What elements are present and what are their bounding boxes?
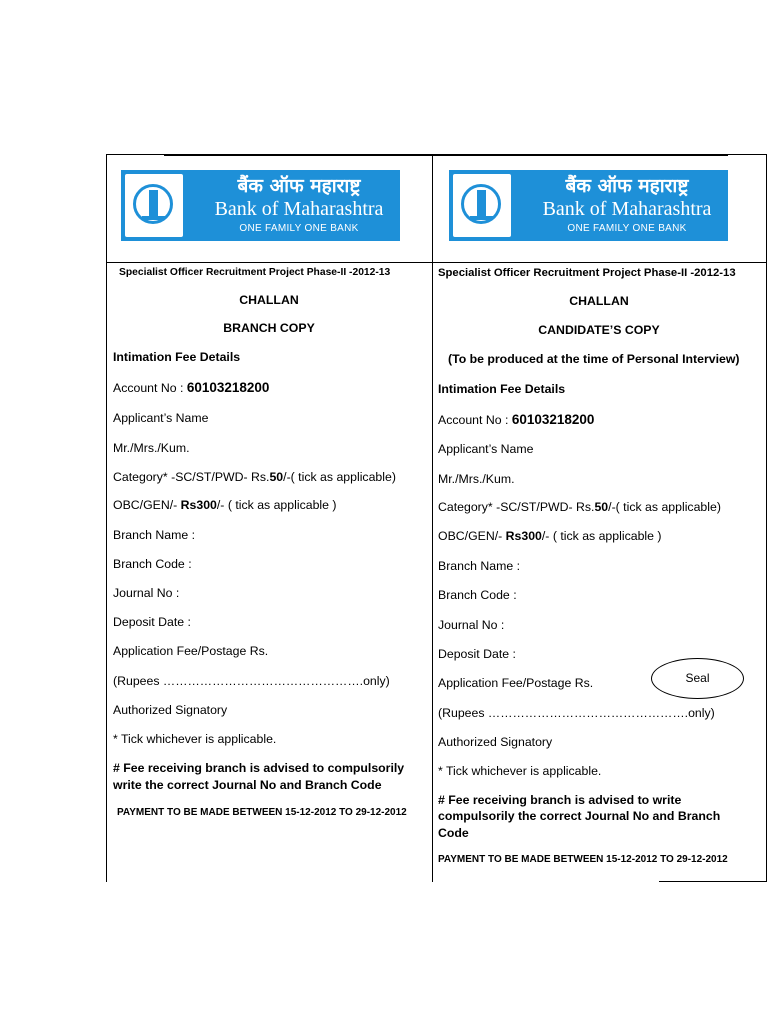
challan-title: CHALLAN [239,293,299,307]
account-number: Account No : 60103218200 [113,380,270,395]
rupees-field: (Rupees ………………………………………….only) [438,706,715,720]
branch-code-field: Branch Code : [438,588,517,602]
challan-title: CHALLAN [569,294,629,308]
bank-name-english: Bank of Maharashtra [214,198,384,220]
category-line: Category* -SC/ST/PWD- Rs.50/-( tick as applicable) [438,500,721,514]
header-divider [106,262,767,263]
advice-line-3: Code [438,826,469,840]
bank-tagline: ONE FAMILY ONE BANK [239,223,359,234]
category-line: Category* -SC/ST/PWD- Rs.50/-( tick as applicable) [113,470,396,484]
section-heading: Intimation Fee Details [438,382,566,396]
authorized-signatory: Authorized Signatory [113,703,228,717]
applicant-name-field: Applicant’s Name [113,411,209,425]
section-heading: Intimation Fee Details [113,350,241,364]
salutation-field: Mr./Mrs./Kum. [113,441,190,455]
applicant-name-field: Applicant’s Name [438,442,534,456]
left-border [106,154,107,882]
branch-name-field: Branch Name : [113,528,196,542]
advice-line-1: # Fee receiving branch is advised to compulsorily [113,761,405,775]
advice-line-2: write the correct Journal No and Branch Code [113,778,382,792]
bank-logo [121,170,400,241]
application-fee-field: Application Fee/Postage Rs. [438,676,594,690]
bank-logo [449,170,728,241]
payment-dates: PAYMENT TO BE MADE BETWEEN 15-12-2012 TO 29-12-2012 [117,807,407,818]
account-number: Account No : 60103218200 [438,412,595,427]
center-divider [432,154,433,882]
obc-gen-line: OBC/GEN/- Rs300/- ( tick as applicable ) [113,498,337,512]
payment-dates: PAYMENT TO BE MADE BETWEEN 15-12-2012 TO 29-12-2012 [438,854,728,865]
bank-emblem-icon [125,174,183,237]
copy-type: CANDIDATE’S COPY [538,323,660,337]
bank-name-english: Bank of Maharashtra [542,198,712,220]
branch-code-field: Branch Code : [113,557,192,571]
challan-form [106,154,767,882]
seal-stamp: Seal [651,658,744,699]
tick-note: * Tick whichever is applicable. [438,764,602,778]
bank-name-hindi: बैंक ऑफ महाराष्ट्र [565,175,689,197]
project-title: Specialist Officer Recruitment Project Phase-II -2012-13 [438,267,736,279]
salutation-field: Mr./Mrs./Kum. [438,472,515,486]
copy-type: BRANCH COPY [223,321,315,335]
top-border-right [728,154,767,155]
journal-no-field: Journal No : [113,586,180,600]
journal-no-field: Journal No : [438,618,505,632]
advice-line-2: compulsorily the correct Journal No and Branch [438,809,721,823]
obc-gen-line: OBC/GEN/- Rs300/- ( tick as applicable ) [438,529,662,543]
authorized-signatory: Authorized Signatory [438,735,553,749]
project-title: Specialist Officer Recruitment Project Phase-II -2012-13 [119,267,391,278]
rupees-field: (Rupees ………………………………………….only) [113,674,390,688]
bottom-border-right [659,881,767,882]
advice-line-1: # Fee receiving branch is advised to write [438,793,682,807]
bank-tagline: ONE FAMILY ONE BANK [567,223,687,234]
bank-emblem-icon [453,174,511,237]
deposit-date-field: Deposit Date : [113,615,191,629]
bank-name-hindi: बैंक ऑफ महाराष्ट्र [237,175,361,197]
deposit-date-field: Deposit Date : [438,647,516,661]
tick-note: * Tick whichever is applicable. [113,732,277,746]
top-border-left [106,154,164,155]
right-border [766,154,767,882]
interview-note: (To be produced at the time of Personal Interview) [448,352,740,366]
branch-name-field: Branch Name : [438,559,521,573]
application-fee-field: Application Fee/Postage Rs. [113,644,269,658]
